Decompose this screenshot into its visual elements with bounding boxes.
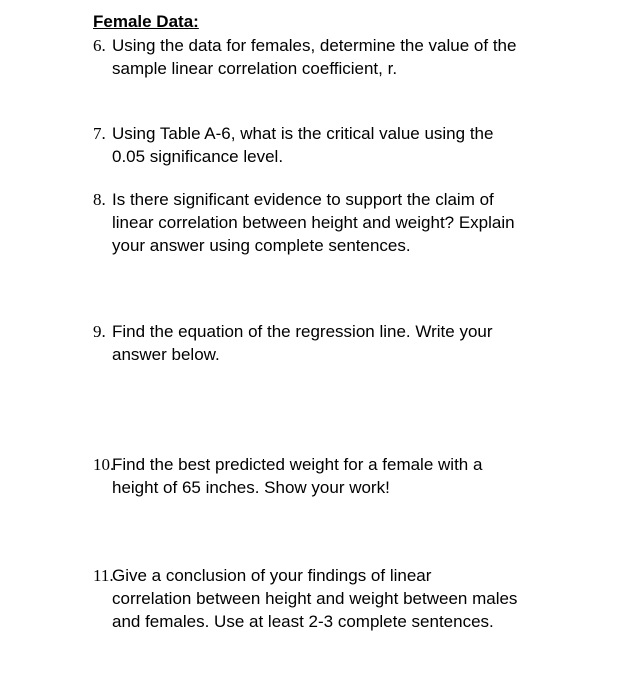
question-text bbox=[112, 564, 613, 633]
question-line: correlation between height and weight between males bbox=[112, 589, 518, 608]
question-line: Find the best predicted weight for a female with a bbox=[112, 455, 483, 474]
question-line: Using Table A-6, what is the critical value using the bbox=[112, 124, 494, 143]
question-text bbox=[112, 453, 613, 499]
question-10 bbox=[93, 453, 613, 499]
question-line: 0.05 significance level. bbox=[112, 147, 284, 166]
question-line: sample linear correlation coefficient, r. bbox=[112, 59, 398, 78]
question-11 bbox=[93, 564, 613, 633]
question-line: Is there significant evidence to support the claim of bbox=[112, 190, 494, 209]
question-line: linear correlation between height and weight? Explain bbox=[112, 213, 515, 232]
question-line: answer below. bbox=[112, 345, 220, 364]
question-text bbox=[112, 188, 613, 257]
question-line: and females. Use at least 2-3 complete sentences. bbox=[112, 612, 494, 631]
question-9 bbox=[93, 320, 613, 366]
question-8 bbox=[93, 188, 613, 257]
question-number: 7. bbox=[93, 124, 106, 143]
question-line: Using the data for females, determine the value of the bbox=[112, 36, 517, 55]
question-number: 6. bbox=[93, 36, 106, 55]
question-6 bbox=[93, 34, 613, 80]
question-number: 10. bbox=[93, 455, 115, 474]
question-text bbox=[112, 34, 613, 80]
question-text bbox=[112, 122, 613, 168]
question-number: 8. bbox=[93, 190, 106, 209]
question-line: height of 65 inches. Show your work! bbox=[112, 478, 390, 497]
question-line: your answer using complete sentences. bbox=[112, 236, 411, 255]
question-line: Give a conclusion of your findings of linear bbox=[112, 566, 432, 585]
question-text bbox=[112, 320, 613, 366]
question-number: 9. bbox=[93, 322, 106, 341]
question-number: 11. bbox=[93, 566, 114, 585]
section-heading: Female Data: bbox=[93, 12, 199, 31]
question-7 bbox=[93, 122, 613, 168]
question-line: Find the equation of the regression line. Write your bbox=[112, 322, 493, 341]
